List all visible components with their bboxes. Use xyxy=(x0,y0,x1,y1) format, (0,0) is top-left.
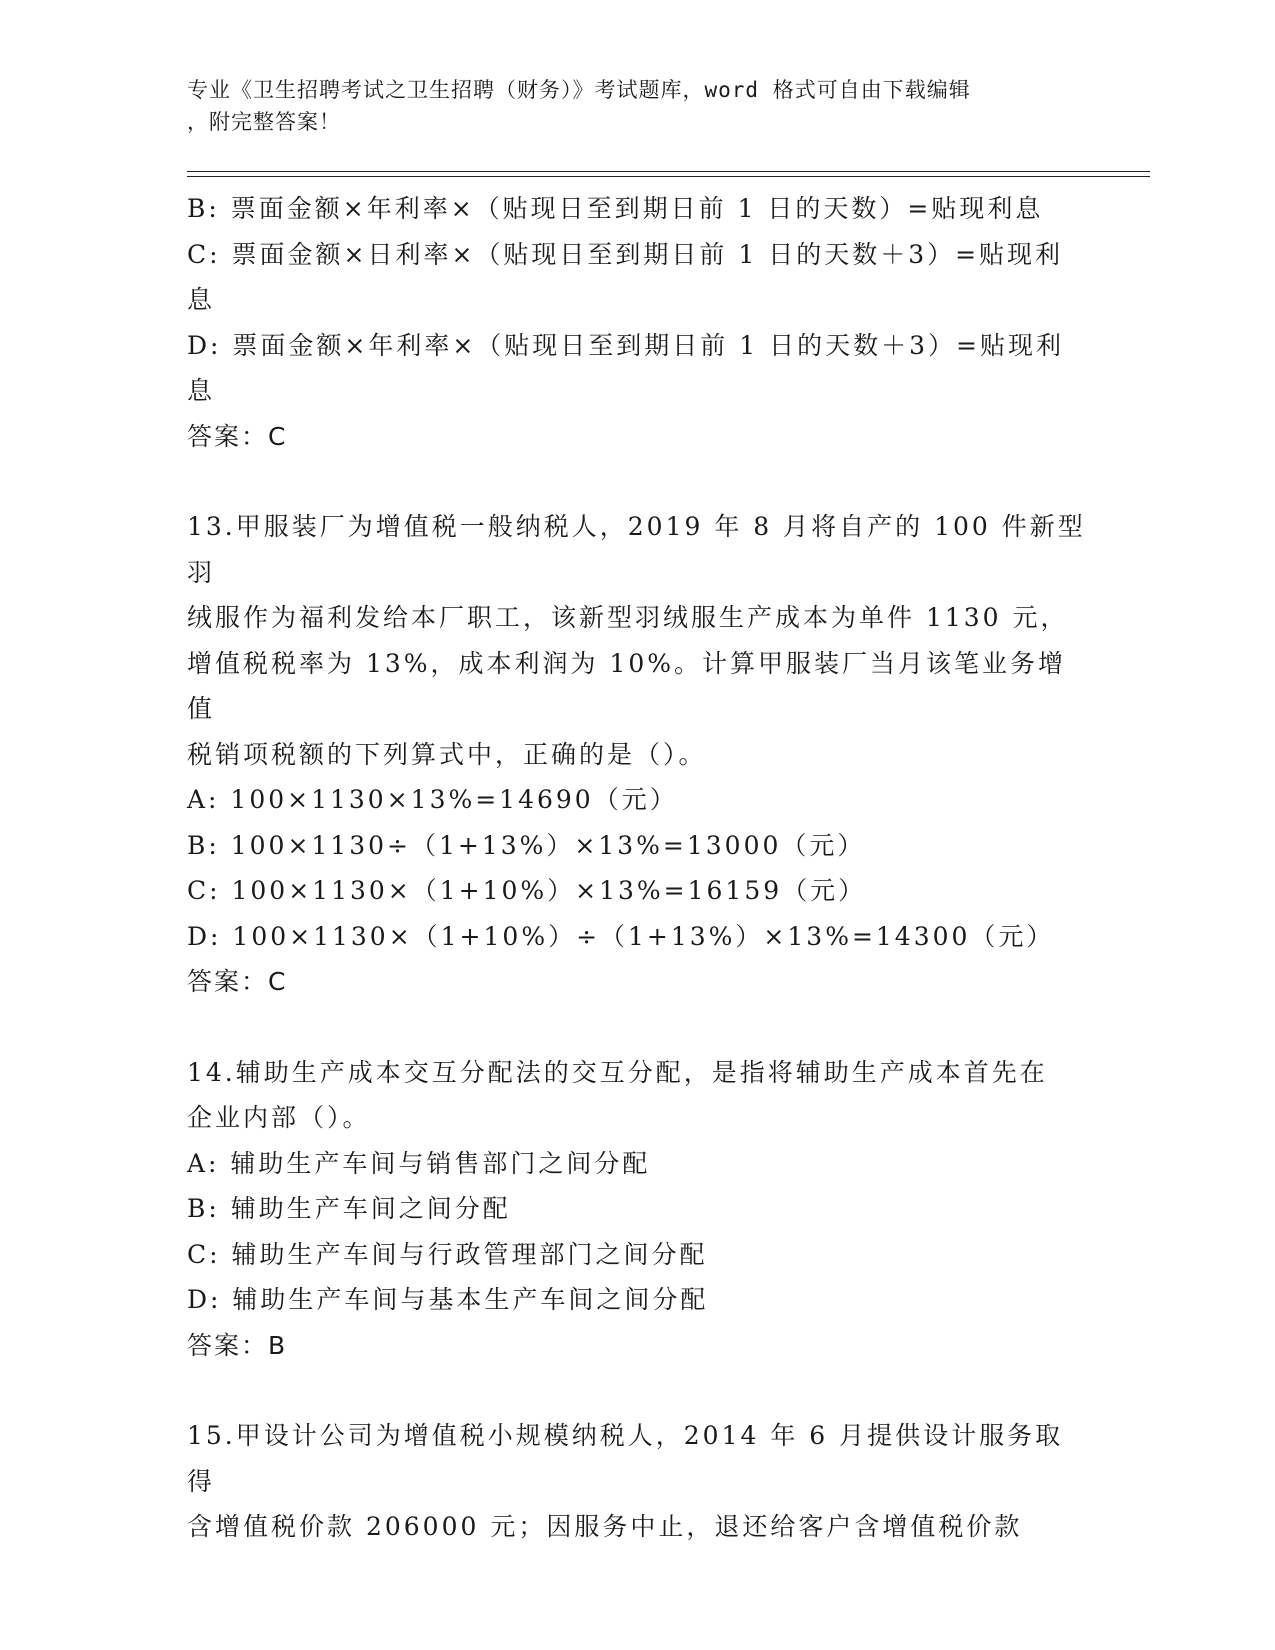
q13-option-c: C: 100×1130×（1+10%）×13%=16159（元） xyxy=(187,876,867,905)
q12-option-c-line2: 息 xyxy=(187,285,216,314)
q13-option-b: B: 100×1130÷（1+13%）×13%=13000（元） xyxy=(187,830,866,860)
page-header xyxy=(187,74,1067,138)
q13-option-d: D: 100×1130×（1+10%）÷（1+13%）×13%=14300（元） xyxy=(187,921,1055,951)
q12-option-b: B: 票面金额×年利率×（贴现日至到期日前 1 日的天数）=贴现利息 xyxy=(187,194,1044,223)
q12-option-d-line1: D: 票面金额×年利率×（贴现日至到期日前 1 日的天数＋3）=贴现利 xyxy=(187,330,1064,360)
spacer xyxy=(187,1005,1087,1050)
q14-option-b: B: 辅助生产车间之间分配 xyxy=(187,1194,511,1223)
q14-option-a: A: 辅助生产车间与销售部门之间分配 xyxy=(187,1148,651,1178)
q13-stem-line1: 13.甲服装厂为增值税一般纳税人，2019 年 8 月将自产的 100 件新型羽 xyxy=(187,512,1086,587)
q12-option-d-line2: 息 xyxy=(187,376,216,405)
q15-stem-line1: 15.甲设计公司为增值税小规模纳税人，2014 年 6 月提供设计服务取得 xyxy=(187,1421,1064,1496)
q15-stem-line2: 含增值税价款 206000 元；因服务中止，退还给客户含增值税价款 xyxy=(187,1512,1023,1541)
q14-stem-line2: 企业内部（）。 xyxy=(187,1103,371,1132)
q14-stem-line1: 14.辅助生产成本交互分配法的交互分配，是指将辅助生产成本首先在 xyxy=(187,1057,1048,1087)
spacer xyxy=(187,459,1087,504)
question-13 xyxy=(187,504,1087,1005)
question-content xyxy=(187,186,1087,1550)
q14-option-d: D: 辅助生产车间与基本生产车间之间分配 xyxy=(187,1285,709,1314)
q13-answer: 答案：C xyxy=(187,967,288,996)
q13-option-a: A: 100×1130×13%=14690（元） xyxy=(187,785,678,814)
header-rule-bottom xyxy=(187,176,1150,177)
header-text-line1: 专业《卫生招聘考试之卫生招聘（财务）》考试题库，word 格式可自由下载编辑 xyxy=(187,78,971,102)
q13-stem-line4: 税销项税额的下列算式中，正确的是（）。 xyxy=(187,739,707,769)
header-text-line2: ，附完整答案！ xyxy=(187,110,341,134)
q13-stem-line2: 绒服作为福利发给本厂职工，该新型羽绒服生产成本为单件 1130 元， xyxy=(187,603,1069,632)
q14-option-c: C: 辅助生产车间与行政管理部门之间分配 xyxy=(187,1239,708,1269)
q13-stem-line3: 增值税税率为 13%，成本利润为 10%。计算甲服装厂当月该笔业务增值 xyxy=(187,648,1067,723)
q12-answer: 答案：C xyxy=(187,421,288,451)
question-12 xyxy=(187,186,1087,459)
spacer xyxy=(187,1368,1087,1413)
question-14 xyxy=(187,1050,1087,1369)
question-15 xyxy=(187,1413,1087,1550)
q14-answer: 答案：B xyxy=(187,1330,288,1360)
header-rule-top xyxy=(187,171,1150,172)
q12-option-c-line1: C: 票面金额×日利率×（贴现日至到期日前 1 日的天数＋3）=贴现利 xyxy=(187,239,1064,269)
